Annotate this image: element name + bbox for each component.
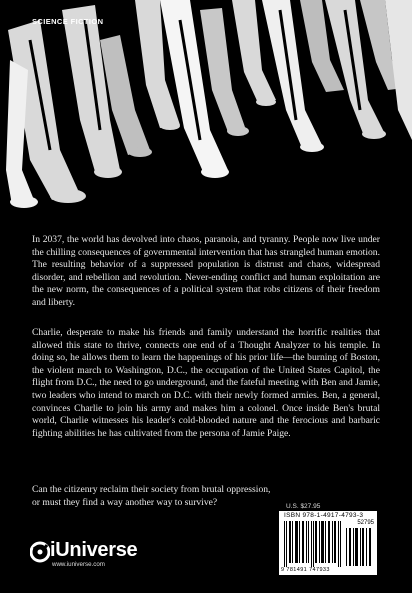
blurb-paragraph-2: Charlie, desperate to make his friends and family understand the horrific realities that allowed this state to thrive, connects one end of a Thought Analyzer to his temple. In doing so, he allows them to learn the happenings of his prior life—the burning of Boston, the violent march to Washington, D.C., the occupation of the United States Capitol, the flight from D.C., the need to go underground, and the fateful meeting with Ben and Jamie, two leaders who intend to march on D.C. with their newly formed armies. Ben, a general, convinces Charlie to join his army and makes him a colonel. Once inside Ben's brutal world, Charlie witnesses his leader's cold-blooded nature and the ferocious and barbaric fighting abilities he has cultivated from the persona of Jamie Paige.	[32, 327, 380, 439]
genre-label: SCIENCE FICTION	[32, 17, 104, 26]
blurb-paragraph-1: In 2037, the world has devolved into chaos, paranoia, and tyranny. People now live under the chilling consequences of governmental intervention that has strangled human emotion. The resulting behavior of a suppressed population is distrust and chaos, widespread disorder, and rebellion and revolution. Never-ending conflict and human exploitation are the new norm, the consequences of a political system that robs citizens of their freedom and liberty.	[32, 234, 380, 308]
ean-barcode-bars	[284, 521, 342, 567]
isbn-number: ISBN 978-1-4917-4793-3	[284, 512, 364, 519]
marching-soldiers-illustration	[0, 0, 412, 222]
cover-photo-marching-soldiers	[0, 0, 412, 222]
price-label: U.S. $27.95	[286, 503, 321, 510]
ean-number: 9 781491 747933	[281, 567, 330, 573]
publisher-name: iUniverse	[50, 539, 138, 561]
isbn-barcode	[279, 511, 377, 575]
blurb-paragraph-3: Can the citizenry reclaim their society from brutal oppression, or must they find a way another way to survive?	[32, 484, 271, 508]
iuniverse-swirl-icon	[30, 541, 50, 563]
price-barcode-bars	[346, 528, 372, 566]
price-code: 52795	[357, 520, 374, 526]
publisher-url: www.iuniverse.com	[52, 561, 105, 568]
